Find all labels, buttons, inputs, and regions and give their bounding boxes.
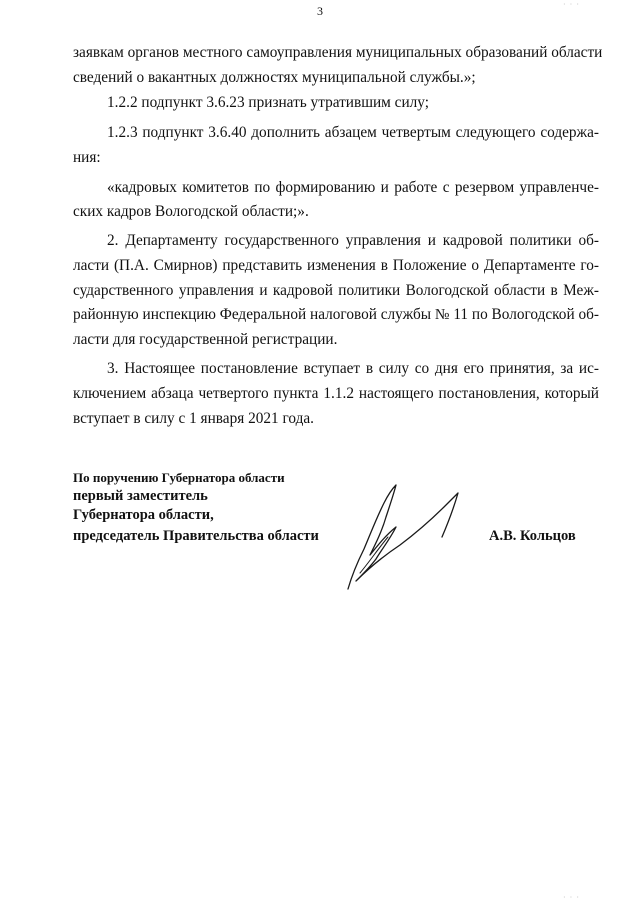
body-line: ласти для государственной регистрации. (73, 331, 338, 348)
body-line: районную инспекцию Федеральной налоговой службы № 11 по Вологодской об- (73, 306, 599, 323)
body-line: 1.2.2 подпункт 3.6.23 признать утратившим силу; (107, 94, 429, 111)
body-line: сведений о вакантных должностях муниципальной службы.»; (73, 69, 476, 86)
body-line: 1.2.3 подпункт 3.6.40 дополнить абзацем четвертым следующего содержа- (107, 124, 599, 141)
body-line: 2. Департаменту государственного управления и кадровой политики об- (107, 232, 599, 249)
signature-authority-line: По поручению Губернатора области (73, 470, 285, 485)
body-line: «кадровых комитетов по формированию и работе с резервом управленче- (107, 179, 599, 196)
page-number: 3 (317, 4, 323, 18)
scan-edge-mark: · · · (563, 0, 580, 9)
signature-position-line: Губернатора области, (73, 507, 214, 523)
handwritten-signature (340, 483, 470, 593)
scan-edge-mark: · · · (563, 893, 580, 902)
body-line: ния: (73, 149, 101, 166)
body-line: 3. Настоящее постановление вступает в силу со дня его принятия, за ис- (107, 360, 599, 377)
body-line: вступает в силу с 1 января 2021 года. (73, 410, 315, 427)
signatory-name: А.В. Кольцов (489, 528, 576, 544)
signature-position-line: первый заместитель (73, 488, 208, 504)
body-line: сударственного управления и кадровой политики Вологодской области в Меж- (73, 282, 599, 299)
signature-position-line: председатель Правительства области (73, 528, 319, 544)
body-line: ласти (П.А. Смирнов) представить изменения в Положение о Департаменте го- (73, 257, 599, 274)
body-line: ских кадров Вологодской области;». (73, 203, 309, 220)
body-line: ключением абзаца четвертого пункта 1.1.2 настоящего постановления, который (73, 385, 599, 402)
body-line: заявкам органов местного самоуправления муниципальных образований области (73, 44, 603, 61)
